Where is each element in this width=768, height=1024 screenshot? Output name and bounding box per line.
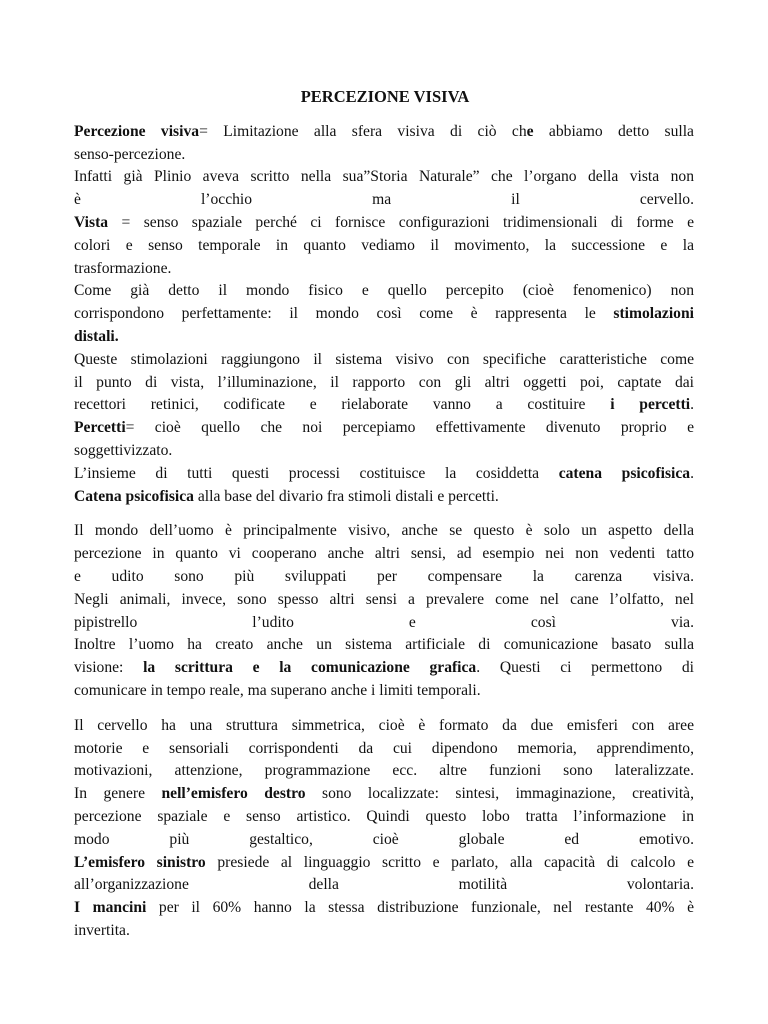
term-vista: Vista: [74, 213, 109, 231]
text-line: senso-percezione.: [74, 145, 186, 163]
document-page: [74, 86, 694, 955]
text-line: I mancini per il 60% hanno la stessa distribuzione funzionale, nel restante 40% è: [74, 899, 694, 917]
text-line: colori e senso temporale in quanto vediamo il movimento, la successione e la: [74, 236, 694, 254]
text-line: percezione in quanto vi cooperano anche altri sensi, ad esempio nei non vedenti tatto: [74, 545, 694, 563]
text-line: motivazioni, attenzione, programmazione ecc. altre funzioni sono lateralizzate.: [74, 762, 694, 780]
text-line: percezione spaziale e senso artistico. Quindi questo lobo tratta l’informazione in: [74, 807, 694, 825]
text-line: e udito sono più sviluppati per compensare la carenza visiva.: [74, 567, 694, 585]
text-line: Infatti già Plinio aveva scritto nella sua”Storia Naturale” che l’organo della vista non: [74, 168, 694, 186]
term-i-percetti: i percetti: [610, 396, 691, 414]
text-line: visione: la scrittura e la comunicazione grafica. Questi ci permettono di: [74, 659, 695, 677]
text-line: modo più gestaltico, cioè globale ed emotivo.: [74, 830, 694, 848]
text-line: Percezione visiva= Limitazione alla sfera visiva di ciò che abbiamo detto sulla: [74, 122, 694, 140]
term-emisfero-sinistro: L’emisfero sinistro: [74, 853, 206, 871]
term-distali: distali.: [74, 327, 119, 345]
text-line: invertita.: [74, 921, 130, 939]
text-line: Il cervello ha una struttura simmetrica, cioè è formato da due emisferi con aree: [74, 716, 694, 734]
term-stimolazioni: stimolazioni: [613, 305, 694, 323]
text-line: motorie e sensoriali corrispondenti da cui dipendono memoria, apprendimento,: [74, 739, 694, 757]
text-line: è l’occhio ma il cervello.: [74, 191, 694, 209]
text-line: Negli animali, invece, sono spesso altri sensi a prevalere come nel cane l’olfatto, nel: [74, 590, 694, 608]
paragraph-2: [74, 520, 694, 702]
term-percezione-visiva: Percezione visiva: [74, 122, 200, 140]
text-line: Inoltre l’uomo ha creato anche un sistema artificiale di comunicazione basato sulla: [74, 636, 694, 654]
text-line: Queste stimolazioni raggiungono il sistema visivo con specifiche caratteristiche come: [74, 350, 694, 368]
text-line: trasformazione.: [74, 259, 172, 277]
text-line: pipistrello l’udito e così via.: [74, 613, 694, 631]
paragraph-3: [74, 715, 694, 943]
term-i-mancini: I mancini: [74, 899, 147, 917]
term-catena-psicofisica-2: Catena psicofisica: [74, 487, 194, 505]
text-line: Il mondo dell’uomo è principalmente visivo, anche se questo è solo un aspetto della: [74, 522, 694, 540]
document-title: PERCEZIONE VISIVA: [300, 87, 470, 106]
text-line: comunicare in tempo reale, ma superano anche i limiti temporali.: [74, 681, 481, 699]
term-catena-psicofisica: catena psicofisica: [558, 464, 691, 482]
text-line: L’insieme di tutti questi processi costituisce la cosiddetta catena psicofisica.: [74, 464, 694, 482]
term-emisfero-destro: nell’emisfero destro: [161, 785, 306, 803]
text-line: all’organizzazione della motilità volontaria.: [74, 876, 694, 894]
text-line: corrispondono perfettamente: il mondo così come è rappresenta le stimolazioni: [74, 305, 694, 323]
text-line: In genere nell’emisfero destro sono localizzate: sintesi, immaginazione, creatività,: [74, 785, 694, 803]
term-percetti: Percetti: [74, 419, 126, 437]
text-line: Percetti= cioè quello che noi percepiamo effettivamente divenuto proprio e: [74, 419, 694, 437]
paragraph-1: [74, 121, 694, 509]
term-scrittura-comunicazione: la scrittura e la comunicazione grafica: [143, 659, 477, 677]
text-line: soggettivizzato.: [74, 441, 173, 459]
text-line: [74, 326, 694, 349]
text-line: Vista = senso spaziale perché ci fornisce configurazioni tridimensionali di forme e: [74, 213, 694, 231]
text-line: recettori retinici, codificate e rielaborate vanno a costituire i percetti.: [74, 396, 694, 414]
text-line: Catena psicofisica alla base del divario fra stimoli distali e percetti.: [74, 487, 499, 505]
text-line: L’emisfero sinistro presiede al linguaggio scritto e parlato, alla capacità di calcolo e: [74, 853, 694, 871]
text-line: Come già detto il mondo fisico e quello percepito (cioè fenomenico) non: [74, 282, 694, 300]
text-line: il punto di vista, l’illuminazione, il rapporto con gli altri oggetti poi, captate dai: [74, 373, 694, 391]
